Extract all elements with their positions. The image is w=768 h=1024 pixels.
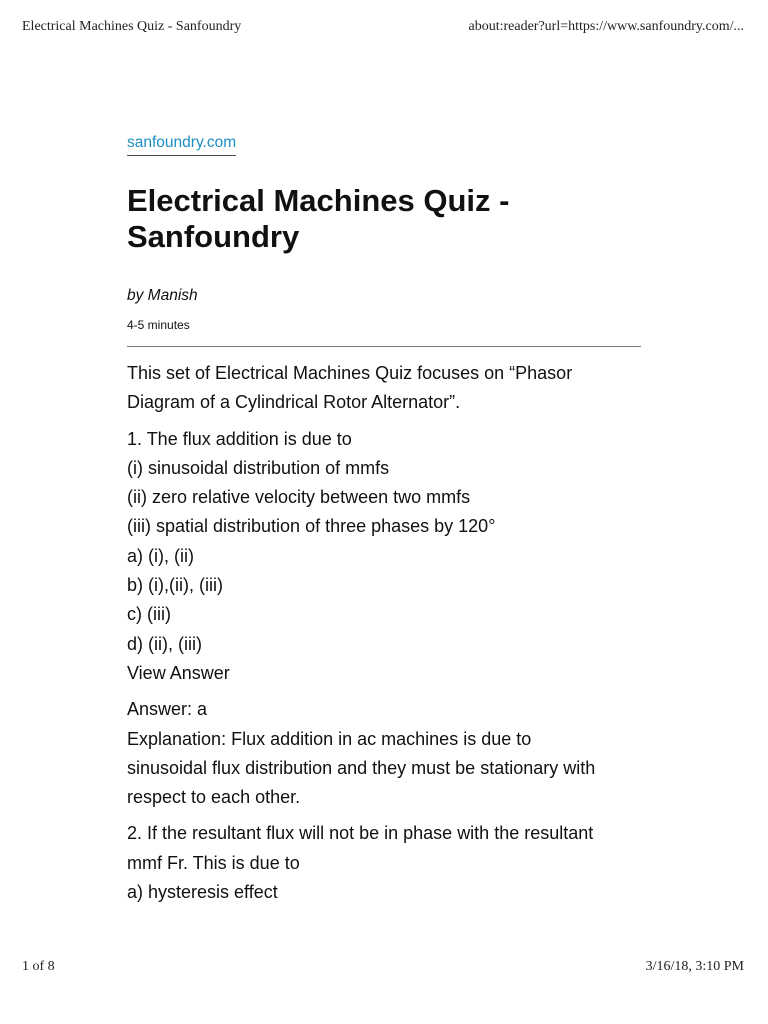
question-text: 1. The flux addition is due to: [127, 428, 352, 449]
option: a) hysteresis effect: [127, 882, 278, 903]
question-text: 2. If the resultant flux will not be in phase with the resultant: [127, 823, 594, 844]
option: b) (i),(ii), (iii): [127, 575, 223, 596]
byline: by Manish: [127, 287, 198, 304]
intro-paragraph: [127, 359, 642, 418]
view-answer-button[interactable]: View Answer: [127, 662, 230, 683]
page-url: about:reader?url=https://www.sanfoundry.com/...: [468, 19, 744, 34]
print-footer: [22, 959, 744, 975]
article-title-line1: Electrical Machines Quiz -: [127, 183, 510, 218]
option: c) (iii): [127, 604, 171, 625]
reading-time: 4-5 minutes: [127, 318, 190, 332]
explanation-line: respect to each other.: [127, 787, 301, 808]
answer-text: Answer: a: [127, 699, 208, 720]
article-content: [127, 359, 642, 914]
option: d) (ii), (iii): [127, 633, 202, 654]
print-header: [22, 19, 744, 35]
explanation-line: sinusoidal flux distribution and they must be stationary with: [127, 757, 596, 778]
article-title: [127, 183, 509, 255]
option: a) (i), (ii): [127, 545, 194, 566]
explanation-line: Explanation: Flux addition in ac machines is due to: [127, 728, 532, 749]
question-text: mmf Fr. This is due to: [127, 852, 300, 873]
page-counter: 1 of 8: [22, 959, 55, 974]
print-timestamp: 3/16/18, 3:10 PM: [645, 959, 744, 974]
page-title-header: Electrical Machines Quiz - Sanfoundry: [22, 19, 242, 34]
article-title-line2: Sanfoundry: [127, 219, 300, 254]
divider: [127, 346, 641, 347]
answer-1: [127, 695, 642, 812]
question-2: [127, 819, 642, 907]
intro-line: This set of Electrical Machines Quiz focuses on “Phasor: [127, 363, 573, 383]
statement: (ii) zero relative velocity between two mmfs: [127, 487, 471, 508]
site-link[interactable]: sanfoundry.com: [127, 134, 236, 156]
statement: (i) sinusoidal distribution of mmfs: [127, 457, 390, 478]
question-1: [127, 425, 642, 689]
intro-line: Diagram of a Cylindrical Rotor Alternator”.: [127, 392, 461, 413]
statement: (iii) spatial distribution of three phases by 120°: [127, 516, 496, 537]
